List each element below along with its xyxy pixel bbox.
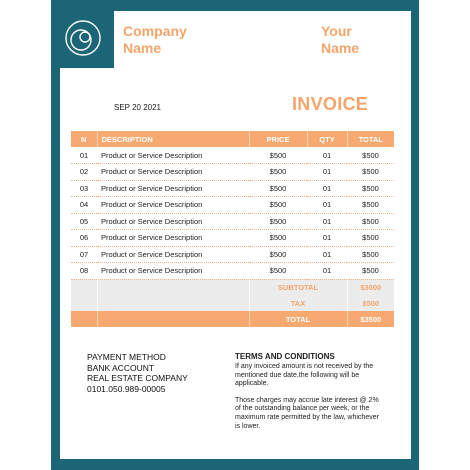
cell-n: 03 (71, 180, 97, 197)
cell-total: $500 (347, 197, 394, 214)
cell-total: $500 (347, 230, 394, 247)
invoice-date: SEP 20 2021 (114, 103, 162, 112)
cell-price: $500 (249, 230, 307, 247)
cell-n: 07 (71, 246, 97, 263)
cell-description: Product or Service Description (97, 230, 249, 247)
column-header-total: TOTAL (347, 131, 394, 147)
cell-qty: 01 (307, 213, 347, 230)
cell-total: $500 (347, 147, 394, 164)
cell-qty: 01 (307, 180, 347, 197)
tax-label: TAX (249, 295, 347, 311)
your-name: Your Name (321, 23, 360, 56)
cell-description: Product or Service Description (97, 147, 249, 164)
payment-method-label: PAYMENT METHOD (87, 352, 166, 362)
cell-description: Product or Service Description (97, 263, 249, 280)
cell-n: 06 (71, 230, 97, 247)
cell-price: $500 (249, 164, 307, 181)
payment-details (87, 352, 188, 394)
cell-qty: 01 (307, 164, 347, 181)
cell-qty: 01 (307, 230, 347, 247)
cell-price: $500 (249, 147, 307, 164)
account-number: 0101.050.989-00005 (87, 383, 166, 394)
subtotal-label: SUBTOTAL (249, 279, 347, 295)
table-row (71, 197, 394, 214)
table-row (71, 180, 394, 197)
terms-title: TERMS AND CONDITIONS (235, 352, 335, 361)
table-row (71, 213, 394, 230)
table-row (71, 147, 394, 164)
table-row (71, 164, 394, 181)
cell-total: $500 (347, 180, 394, 197)
cell-n: 02 (71, 164, 97, 181)
invoice-items-table (71, 131, 394, 327)
logo-block (51, 0, 114, 68)
cell-description: Product or Service Description (97, 246, 249, 263)
table-row (71, 263, 394, 280)
cell-n: 04 (71, 197, 97, 214)
concentric-circles-logo-icon (64, 19, 102, 57)
total-row (71, 311, 394, 327)
company-name: Company Name (123, 23, 187, 56)
cell-qty: 01 (307, 147, 347, 164)
table-header-row (71, 131, 394, 147)
cell-price: $500 (249, 246, 307, 263)
terms-paragraph: If any invoiced amount is not received by the mentioned due date,the following will be applicable. (235, 363, 374, 388)
total-label: TOTAL (249, 311, 347, 327)
cell-n: 05 (71, 213, 97, 230)
cell-n: 01 (71, 147, 97, 164)
cell-qty: 01 (307, 197, 347, 214)
cell-price: $500 (249, 213, 307, 230)
terms-and-conditions (235, 352, 385, 439)
cell-total: $500 (347, 164, 394, 181)
cell-total: $500 (347, 246, 394, 263)
invoice-title: INVOICE (292, 94, 369, 114)
column-header-n: N (71, 131, 97, 147)
cell-description: Product or Service Description (97, 164, 249, 181)
table-row (71, 246, 394, 263)
cell-price: $500 (249, 263, 307, 280)
cell-description: Product or Service Description (97, 180, 249, 197)
subtotal-row (71, 279, 394, 295)
column-header-description: DESCRIPTION (97, 131, 249, 147)
tax-row (71, 295, 394, 311)
cell-price: $500 (249, 180, 307, 197)
cell-price: $500 (249, 197, 307, 214)
tax-value: $500 (347, 295, 394, 311)
column-header-qty: QTY (307, 131, 347, 147)
cell-total: $500 (347, 263, 394, 280)
total-value: $3500 (347, 311, 394, 327)
cell-qty: 01 (307, 263, 347, 280)
bank-account-label: BANK ACCOUNT (87, 362, 155, 373)
cell-total: $500 (347, 213, 394, 230)
cell-qty: 01 (307, 246, 347, 263)
account-holder: REAL ESTATE COMPANY (87, 373, 188, 383)
cell-n: 08 (71, 263, 97, 280)
cell-description: Product or Service Description (97, 197, 249, 214)
column-header-price: PRICE (249, 131, 307, 147)
subtotal-value: $3000 (347, 279, 394, 295)
cell-description: Product or Service Description (97, 213, 249, 230)
table-row (71, 230, 394, 247)
terms-paragraph: Those charges may accrue late interest @ 2% of the outstanding balance per week, or the maximum rate permitted by the law, whichever is lower. (235, 396, 379, 430)
